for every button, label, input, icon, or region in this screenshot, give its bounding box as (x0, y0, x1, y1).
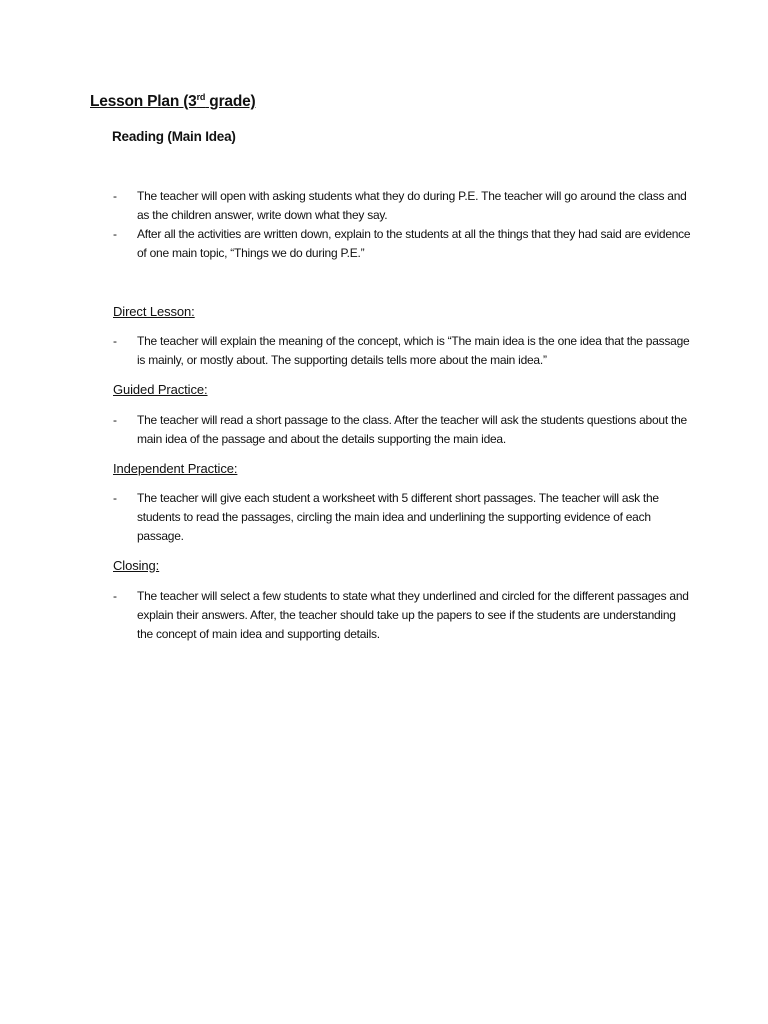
title-main: Lesson Plan (3 (90, 93, 197, 110)
bullet-dash: - (113, 413, 117, 427)
intro-item (113, 225, 693, 263)
bullet-dash: - (113, 491, 117, 505)
bullet-dash: - (113, 227, 117, 241)
section-heading-independent-practice: Independent Practice: (113, 461, 238, 476)
section-item (113, 587, 693, 644)
section-item (113, 489, 693, 546)
section-heading-direct-lesson: Direct Lesson: (113, 304, 195, 319)
section-item-text: The teacher will read a short passage to the class. After the teacher will ask the students questions about the main idea of the passage and about the details supporting the main idea. (137, 413, 687, 446)
section-heading-closing: Closing: (113, 558, 160, 573)
bullet-dash: - (113, 189, 117, 203)
document-title (90, 93, 255, 111)
section-item (113, 411, 693, 449)
bullet-dash: - (113, 334, 117, 348)
section-item-text: The teacher will give each student a worksheet with 5 different short passages. The teacher will ask the students to read the passages, circling the main idea and underlining the supporting evidence of each passage. (137, 491, 659, 543)
intro-item-text: After all the activities are written down, explain to the students at all the things that they had said are evidence of one main topic, “Things we do during P.E.” (137, 227, 691, 260)
title-superscript: rd (196, 91, 206, 102)
section-item-text: The teacher will explain the meaning of the concept, which is “The main idea is the one idea that the passage is mainly, or mostly about. The supporting details tells more about the main idea.” (137, 334, 690, 367)
title-end: grade) (205, 93, 256, 110)
intro-item-text: The teacher will open with asking students what they do during P.E. The teacher will go around the class and as the children answer, write down what they say. (137, 189, 687, 222)
section-item-text: The teacher will select a few students to state what they underlined and circled for the different passages and explain their answers. After, the teacher should take up the papers to see if the students are understanding the concept of main idea and supporting details. (137, 589, 689, 641)
section-heading-guided-practice: Guided Practice: (113, 382, 208, 397)
intro-item (113, 187, 693, 225)
bullet-dash: - (113, 589, 117, 603)
document-subtitle: Reading (Main Idea) (112, 129, 236, 144)
section-item (113, 332, 693, 370)
